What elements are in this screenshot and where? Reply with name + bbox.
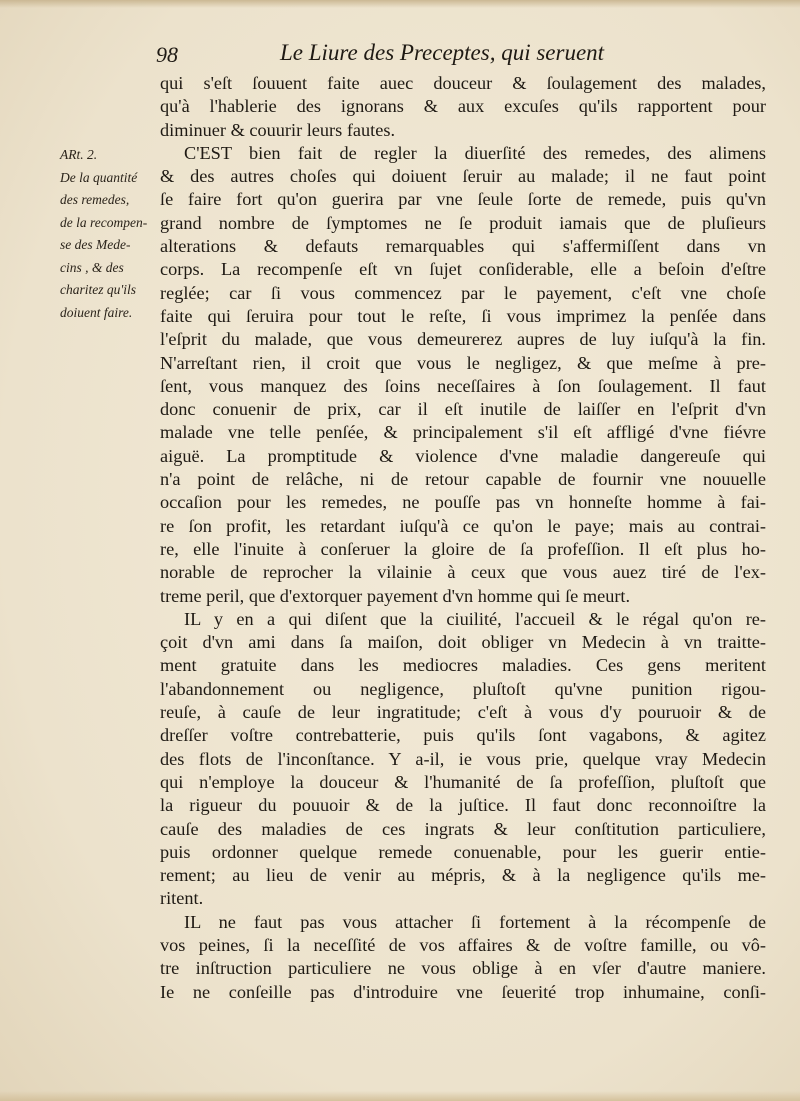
- page-number: 98: [156, 42, 178, 67]
- text-line: n'a point de relâche, ni de retour capable de fournir vne nouuelle: [160, 469, 766, 490]
- text-line: l'eſprit du malade, que vous demeurerez aupres de luy iuſqu'à la fin.: [160, 329, 766, 350]
- text-line: puis ordonner quelque remede conuenable, pour les guerir entie-: [160, 841, 766, 862]
- page-header: [150, 38, 710, 72]
- text-line: vos peines, ſi la neceſſité de vos affaires & de voſtre famille, ou vô-: [160, 934, 766, 955]
- paragraph-start-line: IL y en a qui diſent que la ciuilité, l'accueil & le régal qu'on re-: [184, 608, 766, 629]
- text-line: ment gratuite dans les mediocres maladies. Ces gens meritent: [160, 655, 766, 676]
- text-line: dreſſer voſtre contrebatterie, puis qu'ils ſont vagabons, & agitez: [160, 725, 766, 746]
- text-line: ſent, vous manquez des ſoins neceſſaires à ſon ſoulagement. Il faut: [160, 375, 766, 396]
- text-line: re ſon profit, les retardant iuſqu'à ce qu'on le paye; mais au contrai-: [160, 515, 766, 536]
- margin-note-line: doiuent faire.: [60, 304, 133, 320]
- text-line: aiguë. La promptitude & violence d'vne maladie dangereuſe qui: [160, 445, 766, 466]
- text-line: occaſion pour les remedes, ne pouſſe pas vn honneſte homme à fai-: [160, 492, 766, 513]
- paragraph-start-line: IL ne faut pas vous attacher ſi fortement à la récompenſe de: [184, 911, 766, 932]
- text-line: çoit d'vn ami dans ſa maiſon, doit obliger vn Medecin à vn traitte-: [160, 632, 766, 653]
- text-line: Ie ne conſeille pas d'introduire vne ſeuerité trop inhumaine, conſi-: [160, 981, 766, 1002]
- text-line: cauſe des maladies de ces ingrats & leur conſtitution particuliere,: [160, 818, 766, 839]
- text-line: N'arreſtant rien, il croit que vous le negligez, & que meſme à pre-: [160, 352, 766, 373]
- text-line: treme peril, que d'extorquer payement d'vn homme qui ſe meurt.: [160, 585, 631, 606]
- margin-note-line: des remedes,: [60, 192, 130, 207]
- text-line: reglée; car ſi vous commencez par le payement, c'eſt vne choſe: [160, 282, 766, 303]
- text-line: qui n'employe la douceur & l'humanité de ſa profeſſion, pluſtoſt que: [160, 771, 766, 792]
- margin-note-line: de la recompen-: [60, 214, 148, 230]
- margin-note-line: ARt. 2.: [60, 147, 98, 162]
- paragraph-start-line: C'EST bien fait de regler la diuerſité des remedes, des alimens: [184, 142, 766, 163]
- margin-note: [60, 144, 156, 324]
- page-top-edge: [0, 0, 800, 8]
- text-line: l'abandonnement ou negligence, pluſtoſt qu'vne punition rigou-: [160, 678, 766, 699]
- text-line: reuſe, à cauſe de leur ingratitude; c'eſt à vous d'y pouruoir & de: [160, 702, 766, 723]
- text-line: faite qui ſeruira pour tout le reſte, ſi vous imprimez la penſée dans: [160, 305, 766, 326]
- margin-note-line: charitez qu'ils: [60, 282, 137, 297]
- body-text: [160, 72, 766, 1004]
- text-line: des flots de l'inconſtance. Y a-il, ie vous prie, quelque vray Medecin: [160, 748, 766, 769]
- text-line: ſe faire fort qu'on guerira par vne ſeule ſorte de remede, puis qu'vn: [160, 189, 766, 210]
- text-line: tre inſtruction particuliere ne vous oblige à en vſer d'autre maniere.: [160, 958, 766, 979]
- text-line: & des autres choſes qui doiuent ſeruir au malade; il ne faut point: [160, 166, 766, 187]
- page-bottom-edge: [0, 1091, 800, 1101]
- text-line: donc conuenir de prix, car il eſt inutile de laiſſer en l'eſprit d'vn: [160, 399, 766, 420]
- text-line: diminuer & couurir leurs fautes.: [160, 119, 396, 140]
- margin-note-line: cins , & des: [60, 259, 124, 275]
- text-line: malade vne telle penſée, & principalement s'il eſt affligé d'vne fiévre: [160, 422, 766, 443]
- text-line: alterations & defauts remarquables qui s'affermiſſent dans vn: [160, 236, 766, 257]
- text-line: qu'à l'hablerie des ignorans & aux excuſes qu'ils rapportent pour: [160, 96, 766, 117]
- text-line: corps. La recompenſe eſt vn ſujet conſiderable, elle a beſoin d'eſtre: [160, 259, 766, 280]
- text-line: rement; au lieu de venir au mépris, & à la negligence qu'ils me-: [160, 865, 766, 886]
- margin-note-line: se des Mede-: [60, 237, 131, 252]
- text-line: norable de reprocher la vilainie à ceux que vous auez tiré de l'ex-: [160, 562, 766, 583]
- text-line: la rigueur du pouuoir & de la juſtice. Il faut donc reconnoiſtre la: [160, 795, 766, 816]
- text-line: re, elle l'inuite à conſeruer la gloire de ſa profeſſion. Il eſt plus ho-: [160, 538, 766, 559]
- text-line: qui s'eſt ſouuent faite auec douceur & ſoulagement des malades,: [160, 73, 766, 93]
- text-line: ritent.: [160, 888, 204, 909]
- text-line: grand nombre de ſymptomes ne ſe produit iamais que de pluſieurs: [160, 212, 766, 233]
- running-title: Le Liure des Preceptes, qui seruent: [280, 40, 605, 65]
- margin-note-line: De la quantité: [60, 169, 138, 185]
